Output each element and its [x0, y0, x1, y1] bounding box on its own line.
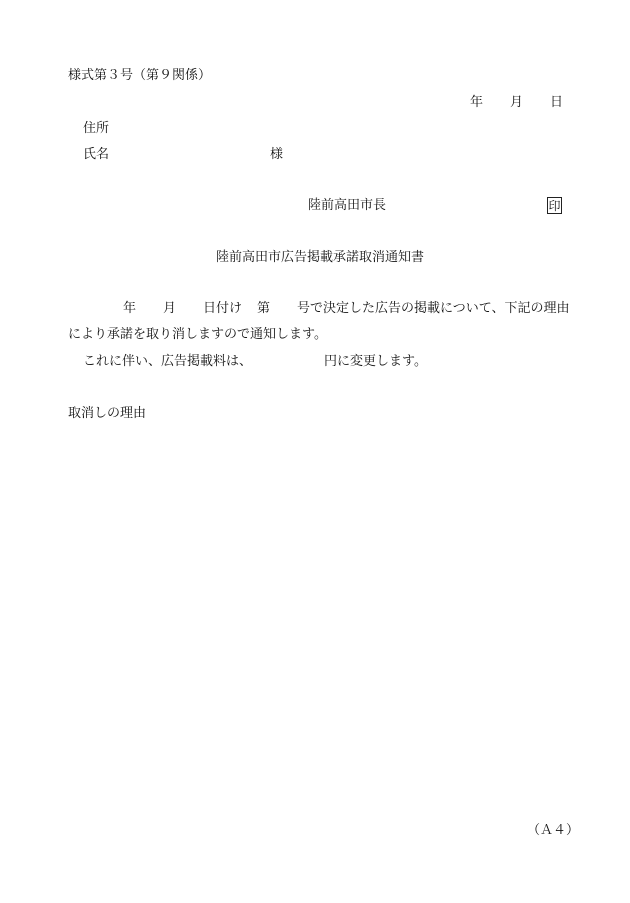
- issuer-title: 陸前高田市長: [308, 198, 387, 213]
- address-label: 住所: [83, 121, 110, 136]
- honorific: 様: [270, 147, 284, 162]
- paper-size-label: （Ａ４）: [527, 823, 580, 838]
- body-line2: により承諾を取り消しますので通知します。: [68, 327, 327, 342]
- date-year-label: 年: [470, 95, 484, 110]
- seal-mark: 印: [548, 199, 561, 213]
- body-day-suffix: 日付け: [203, 301, 243, 316]
- document-title: 陸前高田市広告掲載承諾取消通知書: [216, 250, 425, 265]
- name-label: 氏名: [83, 147, 110, 162]
- body-line3-suffix: 円に変更します。: [324, 354, 427, 369]
- date-day-label: 日: [550, 95, 564, 110]
- body-line3-text: これに伴い、広告掲載料は、: [83, 354, 253, 369]
- body-month: 月: [163, 301, 177, 316]
- reason-heading: 取消しの理由: [68, 406, 147, 421]
- body-line1-text: 号で決定した広告の掲載について、下記の理由: [297, 301, 570, 316]
- body-number-prefix: 第: [257, 301, 271, 316]
- body-year: 年: [123, 301, 137, 316]
- form-number: 様式第３号（第９関係）: [68, 68, 212, 83]
- date-month-label: 月: [510, 95, 524, 110]
